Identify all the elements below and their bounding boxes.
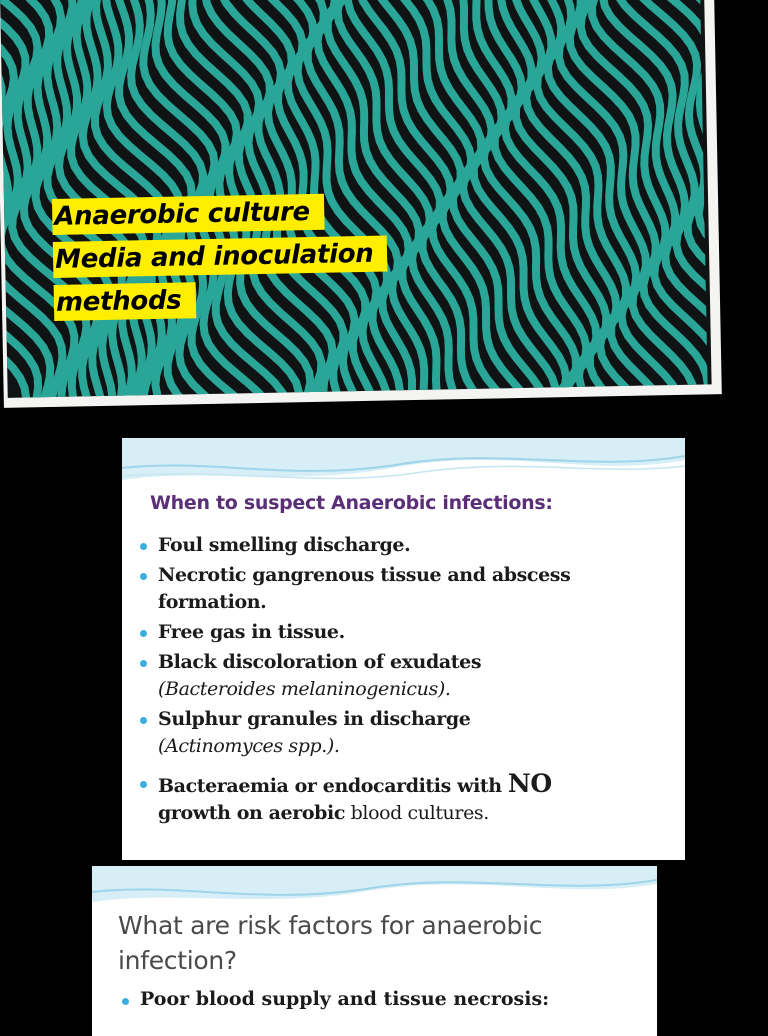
list-item: Sulphur granules in discharge (Actinomyces spp.). [140,706,673,760]
slide1-heading: When to suspect Anaerobic infections: [150,492,553,514]
list-item: Bacteraemia or endocarditis with NO growth on aerobic blood cultures. [140,770,673,827]
list-item: Poor blood supply and tissue necrosis: [122,988,549,1010]
slide1-bullet-list [140,532,673,830]
bullet-dot-icon [140,660,147,667]
bullet-dot-icon [140,781,147,788]
cover-slide [0,0,722,408]
cover-title-line-2: Media and inoculation [53,236,388,278]
cover-title-line-1: Anaerobic culture [52,194,324,235]
slide-wave-header [122,438,685,498]
bullet-dot-icon [122,998,129,1005]
list-item: Foul smelling discharge. [140,532,673,559]
cover-title [52,193,389,328]
bullet-dot-icon [140,543,147,550]
cover-background-pattern [0,0,712,398]
slide-risk-factors [92,866,657,1036]
cover-title-line-3: methods [54,282,196,321]
list-item: Free gas in tissue. [140,619,673,646]
slide2-heading: What are risk factors for anaerobic infection? [118,911,543,975]
list-item: Black discoloration of exudates (Bacteroides melaninogenicus). [140,649,673,703]
bullet-dot-icon [140,630,147,637]
bullet-dot-icon [140,717,147,724]
slide-anaerobic-infections [122,438,685,860]
bullet-dot-icon [140,573,147,580]
list-item: Necrotic gangrenous tissue and abscess formation. [140,562,673,616]
